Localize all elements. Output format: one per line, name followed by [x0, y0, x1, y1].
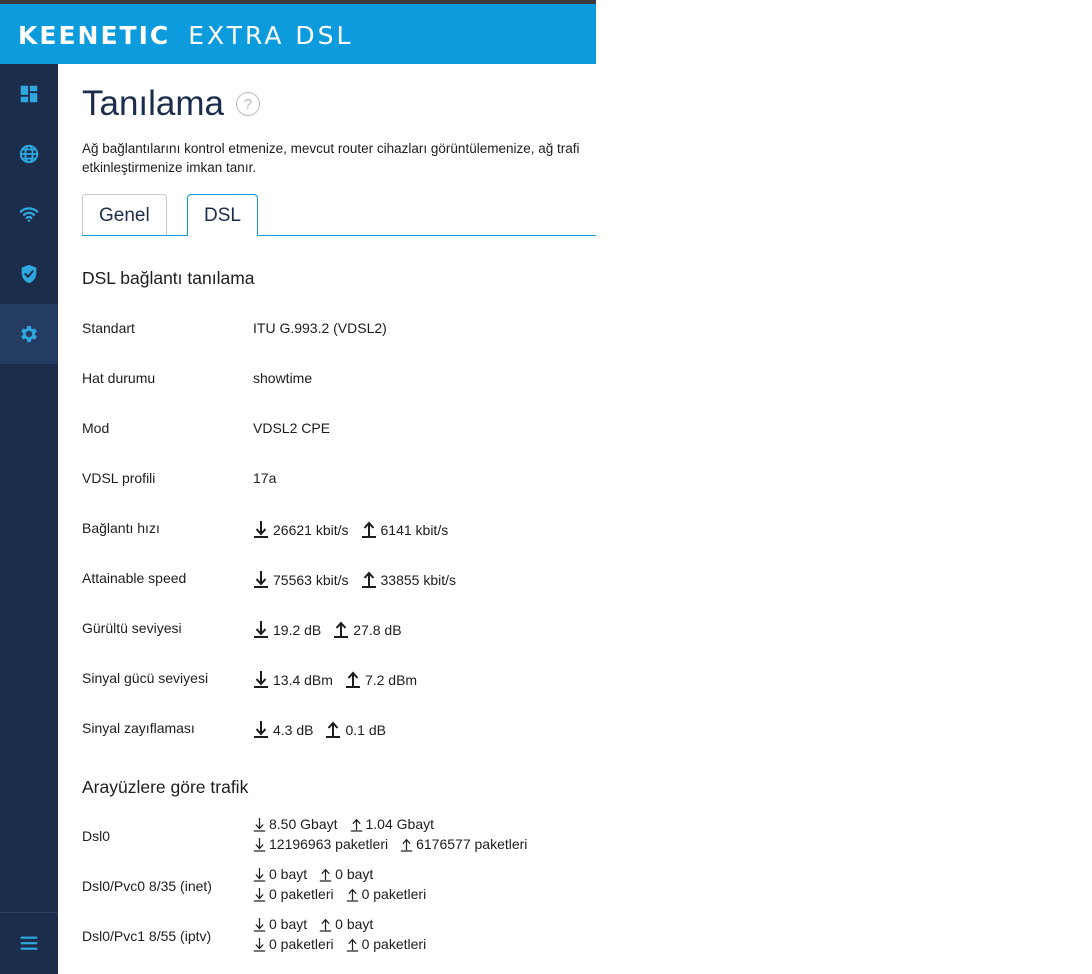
received-packets: 0 paketleri — [269, 886, 334, 902]
dsl-row — [82, 566, 582, 590]
download-arrow-icon — [253, 570, 269, 588]
traffic-packets — [253, 886, 426, 902]
download-arrow-icon — [253, 520, 269, 538]
download-arrow-icon — [253, 817, 266, 832]
upstream-value — [361, 520, 449, 538]
upstream-value — [325, 720, 385, 738]
sent-packets: 6176577 paketleri — [416, 836, 528, 852]
sent-bytes: 0 bayt — [335, 916, 374, 932]
sent-bytes: 1.04 Gbayt — [365, 816, 434, 832]
interface-name: Dsl0 — [82, 828, 111, 844]
dsl-label: Standart — [82, 320, 135, 336]
download-arrow-icon — [253, 670, 269, 688]
tab-general[interactable]: Genel — [82, 194, 167, 235]
interface-name: Dsl0/Pvc0 8/35 (inet) — [82, 878, 212, 894]
tab-bar — [82, 194, 596, 236]
dsl-row — [82, 466, 582, 490]
received-bytes: 0 bayt — [269, 866, 308, 882]
upstream-text: 7.2 dBm — [364, 672, 418, 688]
sent-bytes: 0 bayt — [335, 866, 374, 882]
download-arrow-icon — [253, 937, 266, 952]
model-name: EXTRA DSL — [188, 20, 354, 50]
upload-arrow-icon — [361, 570, 377, 588]
dsl-value: ITU G.993.2 (VDSL2) — [253, 320, 387, 336]
download-arrow-icon — [253, 837, 266, 852]
upstream-value — [333, 620, 401, 638]
traffic-bytes — [253, 866, 373, 882]
download-arrow-icon — [253, 917, 266, 932]
sent-packets: 0 paketleri — [361, 886, 427, 902]
sent-packets: 0 paketleri — [361, 936, 427, 952]
brand-name: KEENETIC — [18, 20, 171, 50]
dsl-label: Sinyal zayıflaması — [82, 720, 195, 736]
globe-icon — [18, 143, 40, 165]
received-bytes: 8.50 Gbayt — [269, 816, 338, 832]
upload-arrow-icon — [319, 917, 332, 932]
download-arrow-icon — [253, 620, 269, 638]
traffic-packets — [253, 936, 426, 952]
upload-arrow-icon — [400, 837, 413, 852]
upload-arrow-icon — [345, 670, 361, 688]
dsl-label: Gürültü seviyesi — [82, 620, 182, 636]
traffic-row — [82, 916, 582, 956]
dsl-row — [82, 416, 582, 440]
downstream-text: 75563 kbit/s — [273, 572, 349, 588]
upload-arrow-icon — [350, 817, 363, 832]
traffic-bytes — [253, 916, 373, 932]
dsl-row — [82, 516, 582, 540]
traffic-row — [82, 816, 582, 856]
traffic-section-title: Arayüzlere göre trafik — [82, 777, 249, 797]
dsl-section-title: DSL bağlantı tanılama — [82, 268, 255, 288]
received-packets: 12196963 paketleri — [269, 836, 389, 852]
upload-arrow-icon — [361, 520, 377, 538]
upload-arrow-icon — [319, 867, 332, 882]
upstream-text: 27.8 dB — [353, 622, 402, 638]
dsl-label: Sinyal gücü seviyesi — [82, 670, 209, 686]
downstream-text: 26621 kbit/s — [273, 522, 349, 538]
page-header — [82, 84, 260, 124]
dsl-value: showtime — [253, 370, 313, 386]
upstream-text: 6141 kbit/s — [380, 522, 449, 538]
upstream-value — [361, 570, 457, 588]
traffic-row — [82, 866, 582, 906]
sidebar-item-security[interactable] — [0, 244, 58, 304]
dsl-label: Bağlantı hızı — [82, 520, 160, 536]
page-title: Tanılama — [82, 84, 225, 123]
download-arrow-icon — [253, 887, 266, 902]
description-line-2: etkinleştirmenize imkan tanır. — [82, 160, 257, 175]
downstream-value — [253, 670, 333, 688]
upload-arrow-icon — [346, 887, 359, 902]
downstream-text: 4.3 dB — [273, 722, 314, 738]
upload-arrow-icon — [333, 620, 349, 638]
download-arrow-icon — [253, 867, 266, 882]
dsl-label: Hat durumu — [82, 370, 156, 386]
dsl-label: Attainable speed — [82, 570, 187, 586]
received-packets: 0 paketleri — [269, 936, 334, 952]
download-arrow-icon — [253, 720, 269, 738]
received-bytes: 0 bayt — [269, 916, 308, 932]
main-content — [58, 64, 596, 974]
dsl-value: 17a — [253, 470, 277, 486]
sidebar-item-internet[interactable] — [0, 124, 58, 184]
dsl-label: VDSL profili — [82, 470, 156, 486]
dsl-row — [82, 616, 582, 640]
downstream-value — [253, 720, 313, 738]
brand-logo[interactable] — [18, 22, 353, 48]
upstream-text: 33855 kbit/s — [380, 572, 456, 588]
wifi-icon — [18, 203, 40, 225]
dsl-label: Mod — [82, 420, 110, 436]
hamburger-menu-icon — [18, 932, 40, 954]
description-line-1: Ağ bağlantılarını kontrol etmenize, mevcut router cihazları görüntülemenize, ağ trafi — [82, 141, 580, 156]
sidebar-item-wifi[interactable] — [0, 184, 58, 244]
downstream-text: 13.4 dBm — [273, 672, 333, 688]
dsl-row — [82, 666, 582, 690]
sidebar-item-management[interactable] — [0, 304, 58, 364]
dashboard-icon — [18, 83, 40, 105]
sidebar-item-dashboard[interactable] — [0, 64, 58, 124]
traffic-packets — [253, 836, 527, 852]
gear-icon — [18, 323, 40, 345]
dsl-row — [82, 716, 582, 740]
upstream-text: 0.1 dB — [345, 722, 386, 738]
tab-dsl[interactable]: DSL — [187, 194, 258, 236]
dsl-row — [82, 366, 582, 390]
traffic-bytes — [253, 816, 434, 832]
page-description — [82, 139, 596, 177]
downstream-text: 19.2 dB — [273, 622, 322, 638]
shield-icon — [18, 263, 40, 285]
upload-arrow-icon — [325, 720, 341, 738]
dsl-value: VDSL2 CPE — [253, 420, 331, 436]
interface-name: Dsl0/Pvc1 8/55 (iptv) — [82, 928, 212, 944]
sidebar-menu-toggle[interactable] — [0, 913, 58, 973]
dsl-row — [82, 316, 582, 340]
sidebar — [0, 64, 58, 974]
downstream-value — [253, 520, 349, 538]
upstream-value — [345, 670, 417, 688]
help-icon[interactable]: ? — [236, 92, 260, 116]
app-header — [0, 4, 596, 64]
downstream-value — [253, 620, 321, 638]
upload-arrow-icon — [346, 937, 359, 952]
downstream-value — [253, 570, 349, 588]
